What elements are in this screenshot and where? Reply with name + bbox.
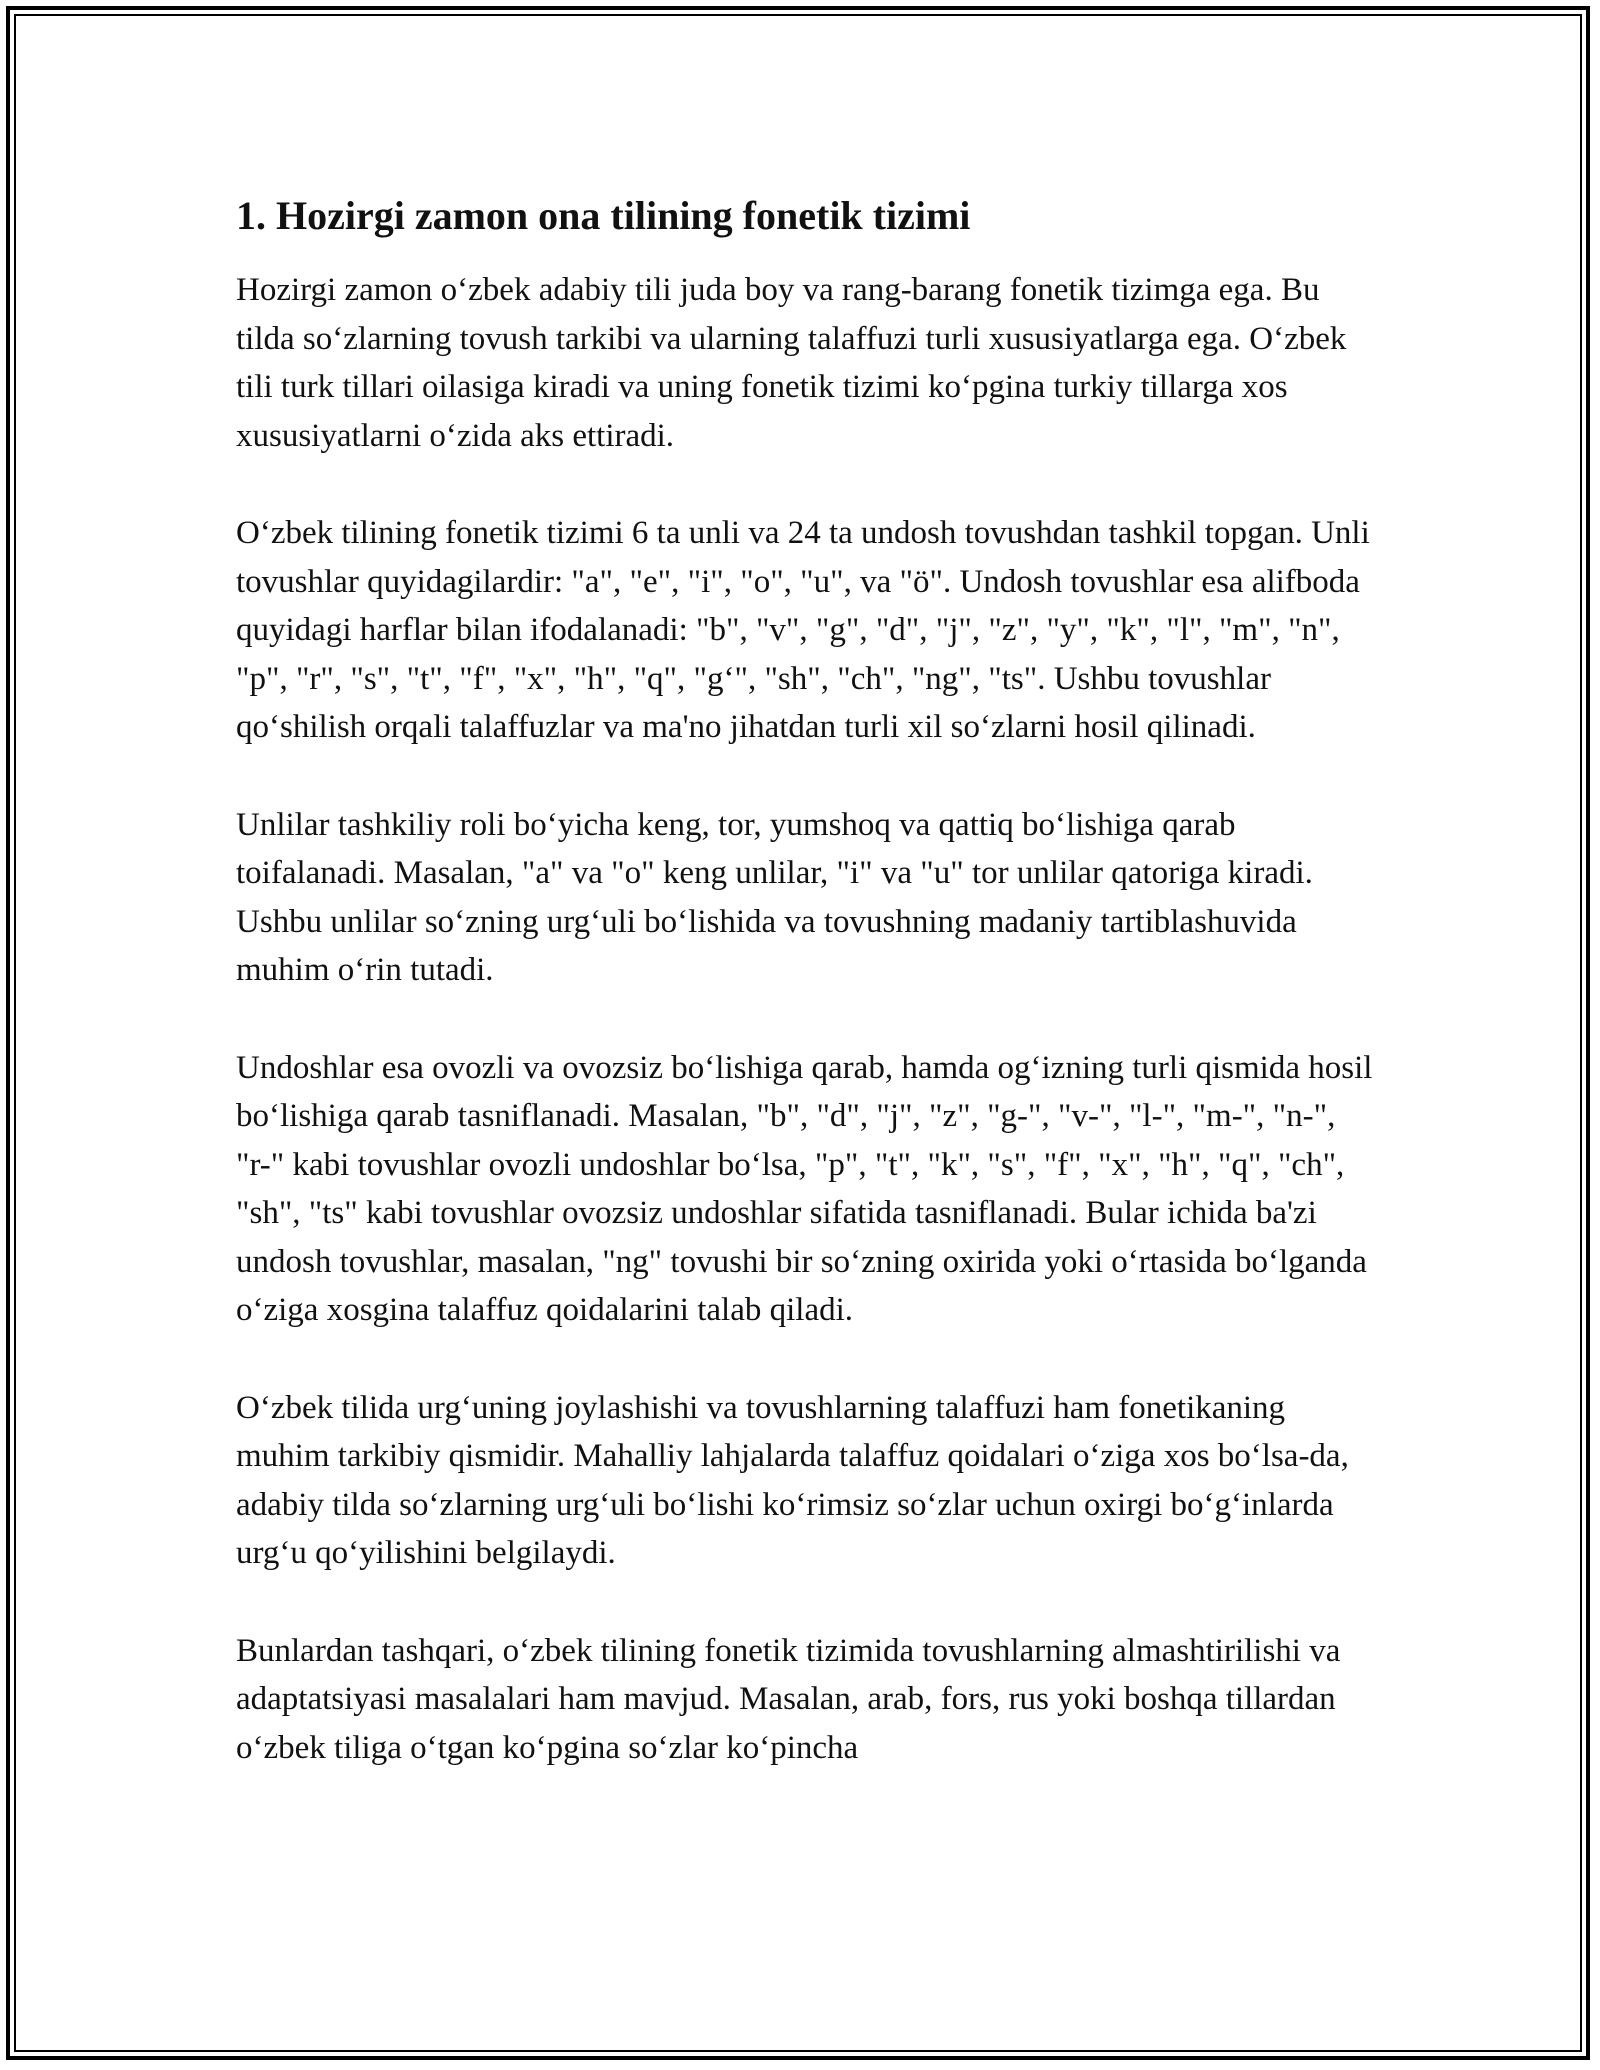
document-body <box>236 180 1376 1821</box>
paragraph-5: O‘zbek tilida urg‘uning joylashishi va tovushlarning talaffuzi ham fonetikaning muhim tarkibiy qismidir. Mahalliy lahjalarda talaffuz qoidalari o‘ziga xos bo‘lsa-da, adabiy tilda so‘zlarning urg‘uli bo‘lishi ko‘rimsiz so‘zlar uchun oxirgi bo‘g‘inlarda urg‘u qo‘yilishini belgilaydi. <box>236 1389 1349 1571</box>
paragraph-4: Undoshlar esa ovozli va ovozsiz bo‘lishiga qarab, hamda og‘izning turli qismida hosil bo‘lishiga qarab tasniflanadi. Masalan, "b", "d", "j", "z", "g-", "v-", "l-", "m-", "n-", "r-" kabi tovushlar ovozli undoshlar bo‘lsa, "p", "t", "k", "s", "f", "x", "h", "q", "ch", "sh", "ts" kabi tovushlar ovozsiz undoshlar sifatida tasniflanadi. Bular ichida ba'zi undosh tovushlar, masalan, "ng" tovushi bir so‘zning oxirida yoki o‘rtasida bo‘lganda o‘ziga xosgina talaffuz qoidalarini talab qiladi. <box>236 1049 1373 1328</box>
paragraph-6: Bunlardan tashqari, o‘zbek tilining fonetik tizimida tovushlarning almashtirilishi va adaptatsiyasi masalalari ham mavjud. Masalan, arab, fors, rus yoki boshqa tillardan o‘zbek tiliga o‘tgan ko‘pgina so‘zlar ko‘pincha <box>236 1632 1341 1766</box>
paragraph-2: O‘zbek tilining fonetik tizimi 6 ta unli va 24 ta undosh tovushdan tashkil topgan. Unli tovushlar quyidagilardir: "a", "e", "i", "o", "u", va "ö". Undosh tovushlar esa alifboda quyidagi harflar bilan ifodalanadi: "b", "v", "g", "d", "j", "z", "y", "k", "l", "m", "n", "p", "r", "s", "t", "f", "x", "h", "q", "g‘", "sh", "ch", "ng", "ts". Ushbu tovushlar qo‘shilish orqali talaffuzlar va ma'no jihatdan turli xil so‘zlarni hosil qilinadi. <box>236 515 1370 745</box>
paragraph-1: Hozirgi zamon o‘zbek adabiy tili juda boy va rang-barang fonetik tizimga ega. Bu tilda so‘zlarning tovush tarkibi va ularning talaffuzi turli xususiyatlarga ega. O‘zbek tili turk tillari oilasiga kiradi va uning fonetik tizimi ko‘pgina turkiy tillarga xos xususiyatlarni o‘zida aks ettiradi. <box>236 272 1347 454</box>
section-heading: 1. Hozirgi zamon ona tilining fonetik tizimi <box>236 193 971 238</box>
paragraph-3: Unlilar tashkiliy roli bo‘yicha keng, tor, yumshoq va qattiq bo‘lishiga qarab toifalanadi. Masalan, "a" va "o" keng unlilar, "i" va "u" tor unlilar qatoriga kiradi. Ushbu unlilar so‘zning urg‘uli bo‘lishida va tovushning madaniy tartiblashuvida muhim o‘rin tutadi. <box>236 806 1313 988</box>
